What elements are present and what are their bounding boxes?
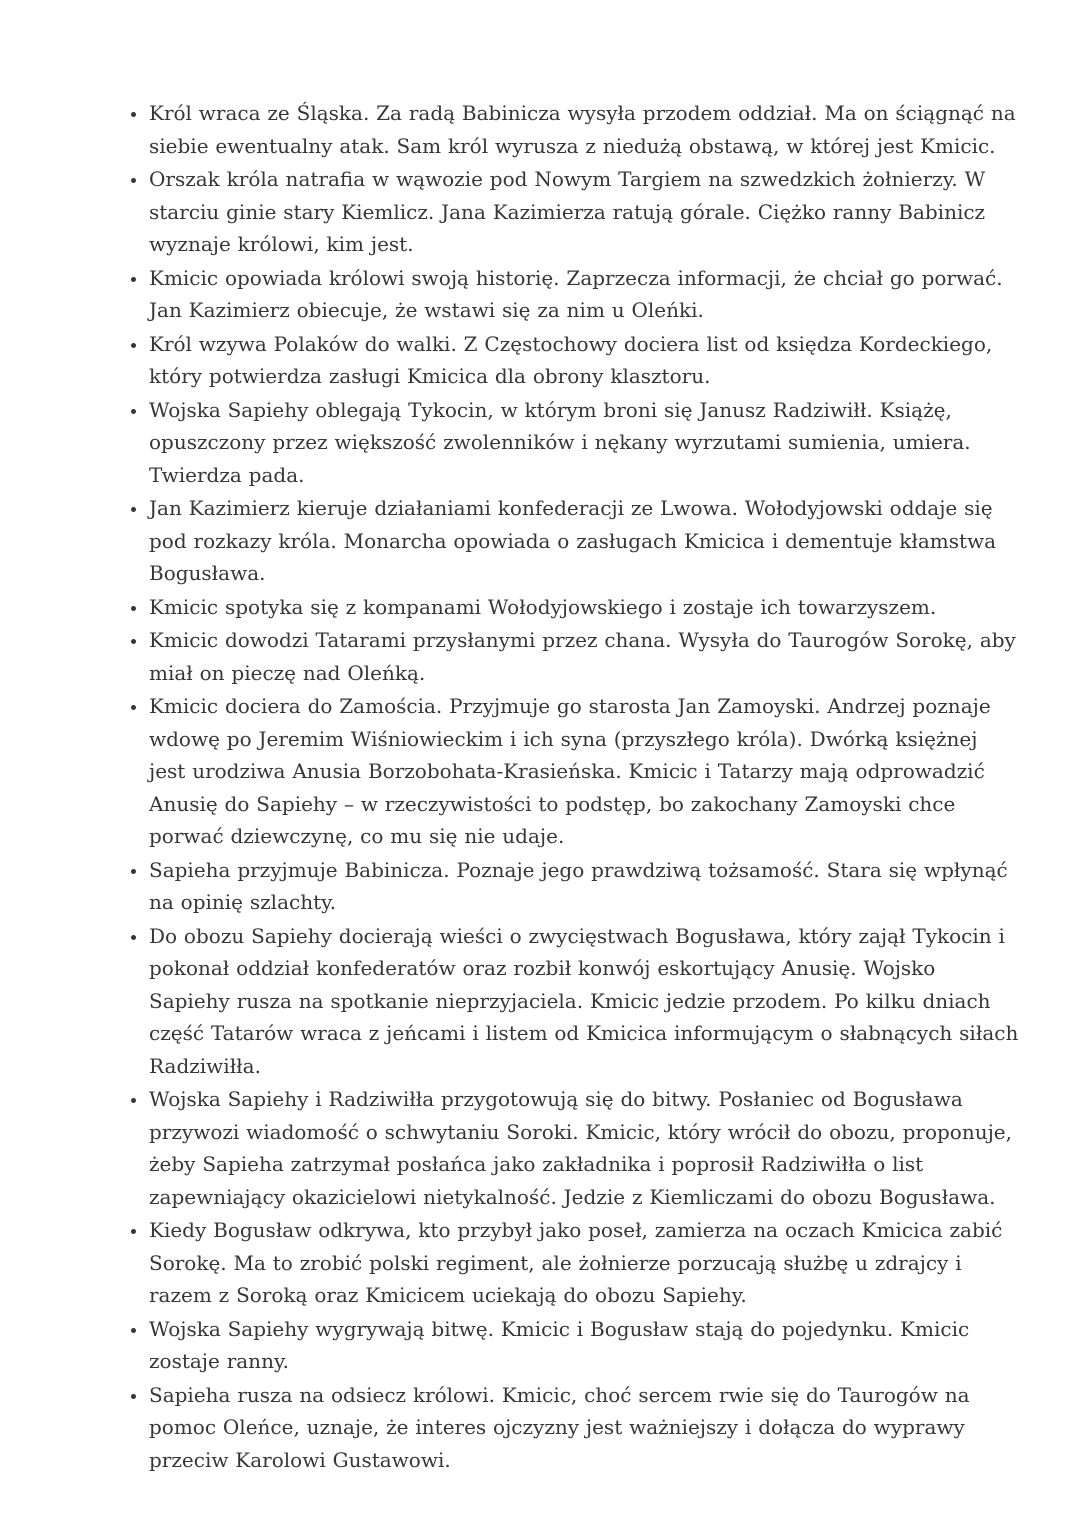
plot-summary-bullet-item: • Kmicic dowodzi Tatarami przysłanymi przez chana. Wysyła do Taurogów Sorokę, aby miał on pieczę nad Oleńką. (148, 624, 1020, 689)
plot-summary-bullet-item: • Sapieha rusza na odsiecz królowi. Kmicic, choć sercem rwie się do Taurogów na pomoc Oleńce, uznaje, że interes ojczyzny jest ważniejszy i dołącza do wyprawy przeciw Karolowi Gustawowi. (148, 1379, 1020, 1477)
document-page (108, 97, 1020, 1477)
plot-summary-bullet-item: • Wojska Sapiehy i Radziwiłła przygotowują się do bitwy. Posłaniec od Bogusława przywozi wiadomość o schwytaniu Soroki. Kmicic, który wrócił do obozu, proponuje, żeby Sapieha zatrzymał posłańca jako zakładnika i poprosił Radziwiłła o list zapewniający okazicielowi nietykalność. Jedzie z Kiemliczami do obozu Bogusława. (148, 1083, 1020, 1213)
plot-summary-bullet-item: • Kiedy Bogusław odkrywa, kto przybył jako poseł, zamierza na oczach Kmicica zabić Sorokę. Ma to zrobić polski regiment, ale żołnierze porzucają służbę u zdrajcy i razem z Soroką oraz Kmicicem uciekają do obozu Sapiehy. (148, 1214, 1020, 1312)
plot-summary-bullet-item: • Król wraca ze Śląska. Za radą Babinicza wysyła przodem oddział. Ma on ściągnąć na siebie ewentualny atak. Sam król wyrusza z niedużą obstawą, w której jest Kmicic. (148, 97, 1020, 162)
plot-summary-bullet-item: • Król wzywa Polaków do walki. Z Częstochowy dociera list od księdza Kordeckiego, który potwierdza zasługi Kmicica dla obrony klasztoru. (148, 328, 1020, 393)
plot-summary-bullet-item: • Do obozu Sapiehy docierają wieści o zwycięstwach Bogusława, który zajął Tykocin i pokonał oddział konfederatów oraz rozbił konwój eskortujący Anusię. Wojsko Sapiehy rusza na spotkanie nieprzyjaciela. Kmicic jedzie przodem. Po kilku dniach część Tatarów wraca z jeńcami i listem od Kmicica informującym o słabnących siłach Radziwiłła. (148, 920, 1020, 1083)
plot-summary-bullet-item: • Wojska Sapiehy oblegają Tykocin, w którym broni się Janusz Radziwiłł. Książę, opuszczony przez większość zwolenników i nękany wyrzutami sumienia, umiera. Twierdza pada. (148, 394, 1020, 492)
plot-summary-bullet-list (108, 97, 1020, 1476)
plot-summary-bullet-item: • Orszak króla natrafia w wąwozie pod Nowym Targiem na szwedzkich żołnierzy. W starciu ginie stary Kiemlicz. Jana Kazimierza ratują górale. Ciężko ranny Babinicz wyznaje królowi, kim jest. (148, 163, 1020, 261)
plot-summary-bullet-item: • Kmicic dociera do Zamościa. Przyjmuje go starosta Jan Zamoyski. Andrzej poznaje wdowę po Jeremim Wiśniowieckim i ich syna (przyszłego króla). Dwórką księżnej jest urodziwa Anusia Borzobohata-Krasieńska. Kmicic i Tatarzy mają odprowadzić Anusię do Sapiehy – w rzeczywistości to podstęp, bo zakochany Zamoyski chce porwać dziewczynę, co mu się nie udaje. (148, 690, 1020, 853)
plot-summary-bullet-item: • Sapieha przyjmuje Babinicza. Poznaje jego prawdziwą tożsamość. Stara się wpłynąć na opinię szlachty. (148, 854, 1020, 919)
plot-summary-bullet-item: • Wojska Sapiehy wygrywają bitwę. Kmicic i Bogusław stają do pojedynku. Kmicic zostaje ranny. (148, 1313, 1020, 1378)
plot-summary-bullet-item: • Kmicic opowiada królowi swoją historię. Zaprzecza informacji, że chciał go porwać. Jan Kazimierz obiecuje, że wstawi się za nim u Oleńki. (148, 262, 1020, 327)
plot-summary-bullet-item: • Jan Kazimierz kieruje działaniami konfederacji ze Lwowa. Wołodyjowski oddaje się pod rozkazy króla. Monarcha opowiada o zasługach Kmicica i dementuje kłamstwa Bogusława. (148, 492, 1020, 590)
plot-summary-bullet-item: • Kmicic spotyka się z kompanami Wołodyjowskiego i zostaje ich towarzyszem. (148, 591, 1020, 624)
